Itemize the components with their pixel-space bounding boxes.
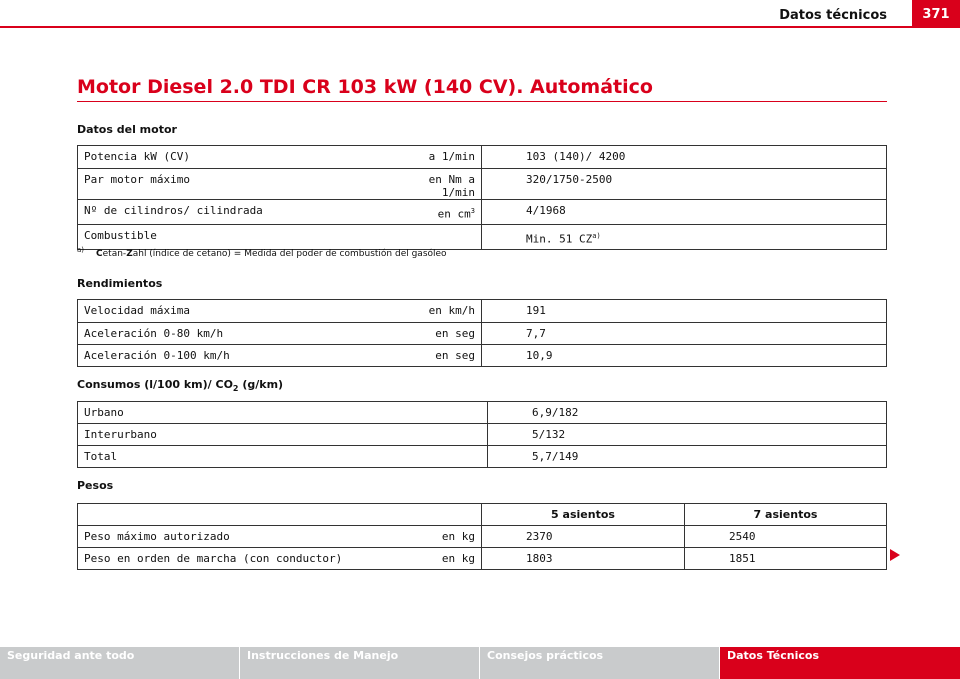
table-row [78,146,887,169]
row-label: Aceleración 0-80 km/h [78,323,408,345]
row-label: Total [78,446,488,468]
engine-table [77,145,887,250]
row-value-7: 2540 [685,526,887,548]
table-row [78,402,887,424]
row-value [482,225,887,250]
consumption-heading [77,378,283,393]
row-value: 4/1968 [482,200,887,225]
header-title: Datos técnicos [779,8,887,23]
row-value: 103 (140)/ 4200 [482,146,887,169]
next-page-arrow-icon[interactable] [890,549,900,561]
header-blank [408,504,482,526]
row-value-5: 1803 [482,548,685,570]
row-unit: en kg [408,526,482,548]
weights-heading: Pesos [77,479,114,492]
row-label: Combustible [78,225,408,250]
row-value-5: 2370 [482,526,685,548]
row-unit: en seg [408,345,482,367]
row-label: Velocidad máxima [78,300,408,323]
table-header-row [78,504,887,526]
table-row [78,526,887,548]
table-row [78,548,887,570]
consumption-table [77,401,887,468]
row-label: Par motor máximo [78,169,408,200]
footer-tab-datos-tecnicos[interactable]: Datos Técnicos [720,647,960,679]
row-value: 6,9/182 [488,402,887,424]
performance-heading: Rendimientos [77,277,163,290]
page-number: 371 [912,0,960,28]
row-unit: en seg [408,323,482,345]
header-divider [0,26,960,28]
footer-nav [0,647,960,679]
footnote-z: Z [126,249,133,259]
consumption-heading-unit: (g/km) [238,378,284,391]
value-text: Min. 51 CZ [526,232,593,246]
performance-table [77,299,887,367]
unit-superscript: 3 [470,207,475,215]
table-row [78,200,887,225]
table-row [78,424,887,446]
footnote-text: ahl (índice de cetano) = Medida del poder de combustión del gasóleo [132,249,447,259]
row-unit: en Nm a 1/min [408,169,482,200]
col-header-5-seats: 5 asientos [482,504,685,526]
row-value-7: 1851 [685,548,887,570]
footnote-mark: a) [77,246,85,254]
consumption-heading-text: Consumos (l/100 km)/ CO [77,378,233,391]
row-label: Aceleración 0-100 km/h [78,345,408,367]
row-value: 5/132 [488,424,887,446]
row-label: Interurbano [78,424,488,446]
row-unit: a 1/min [408,146,482,169]
row-value: 7,7 [482,323,887,345]
row-unit: en km/h [408,300,482,323]
footnote-c-rest: etan- [102,249,127,259]
weights-table [77,503,887,570]
row-unit [408,200,482,225]
row-label: Nº de cilindros/ cilindrada [78,200,408,225]
footnote-ref: a) [592,232,601,240]
page-title: Motor Diesel 2.0 TDI CR 103 kW (140 CV). Automático [77,76,653,98]
row-value: 5,7/149 [488,446,887,468]
footnote-c: C [96,249,103,259]
table-row [78,323,887,345]
col-header-7-seats: 7 asientos [685,504,887,526]
table-row [78,169,887,200]
row-unit: en kg [408,548,482,570]
footer-tab-consejos[interactable]: Consejos prácticos [480,647,719,679]
footer-tab-instrucciones[interactable]: Instrucciones de Manejo [240,647,479,679]
consumption-heading-subscript: 2 [232,384,239,394]
row-label: Urbano [78,402,488,424]
unit-text: en cm [437,207,471,221]
row-label: Potencia kW (CV) [78,146,408,169]
table-row [78,446,887,468]
title-divider [77,101,887,102]
row-label: Peso máximo autorizado [78,526,408,548]
row-label: Peso en orden de marcha (con conductor) [78,548,408,570]
table-row [78,345,887,367]
header-blank [78,504,408,526]
row-value: 320/1750-2500 [482,169,887,200]
engine-heading: Datos del motor [77,123,177,136]
row-value: 10,9 [482,345,887,367]
engine-footnote [77,246,447,259]
table-row [78,300,887,323]
row-value: 191 [482,300,887,323]
footer-tab-seguridad[interactable]: Seguridad ante todo [0,647,239,679]
